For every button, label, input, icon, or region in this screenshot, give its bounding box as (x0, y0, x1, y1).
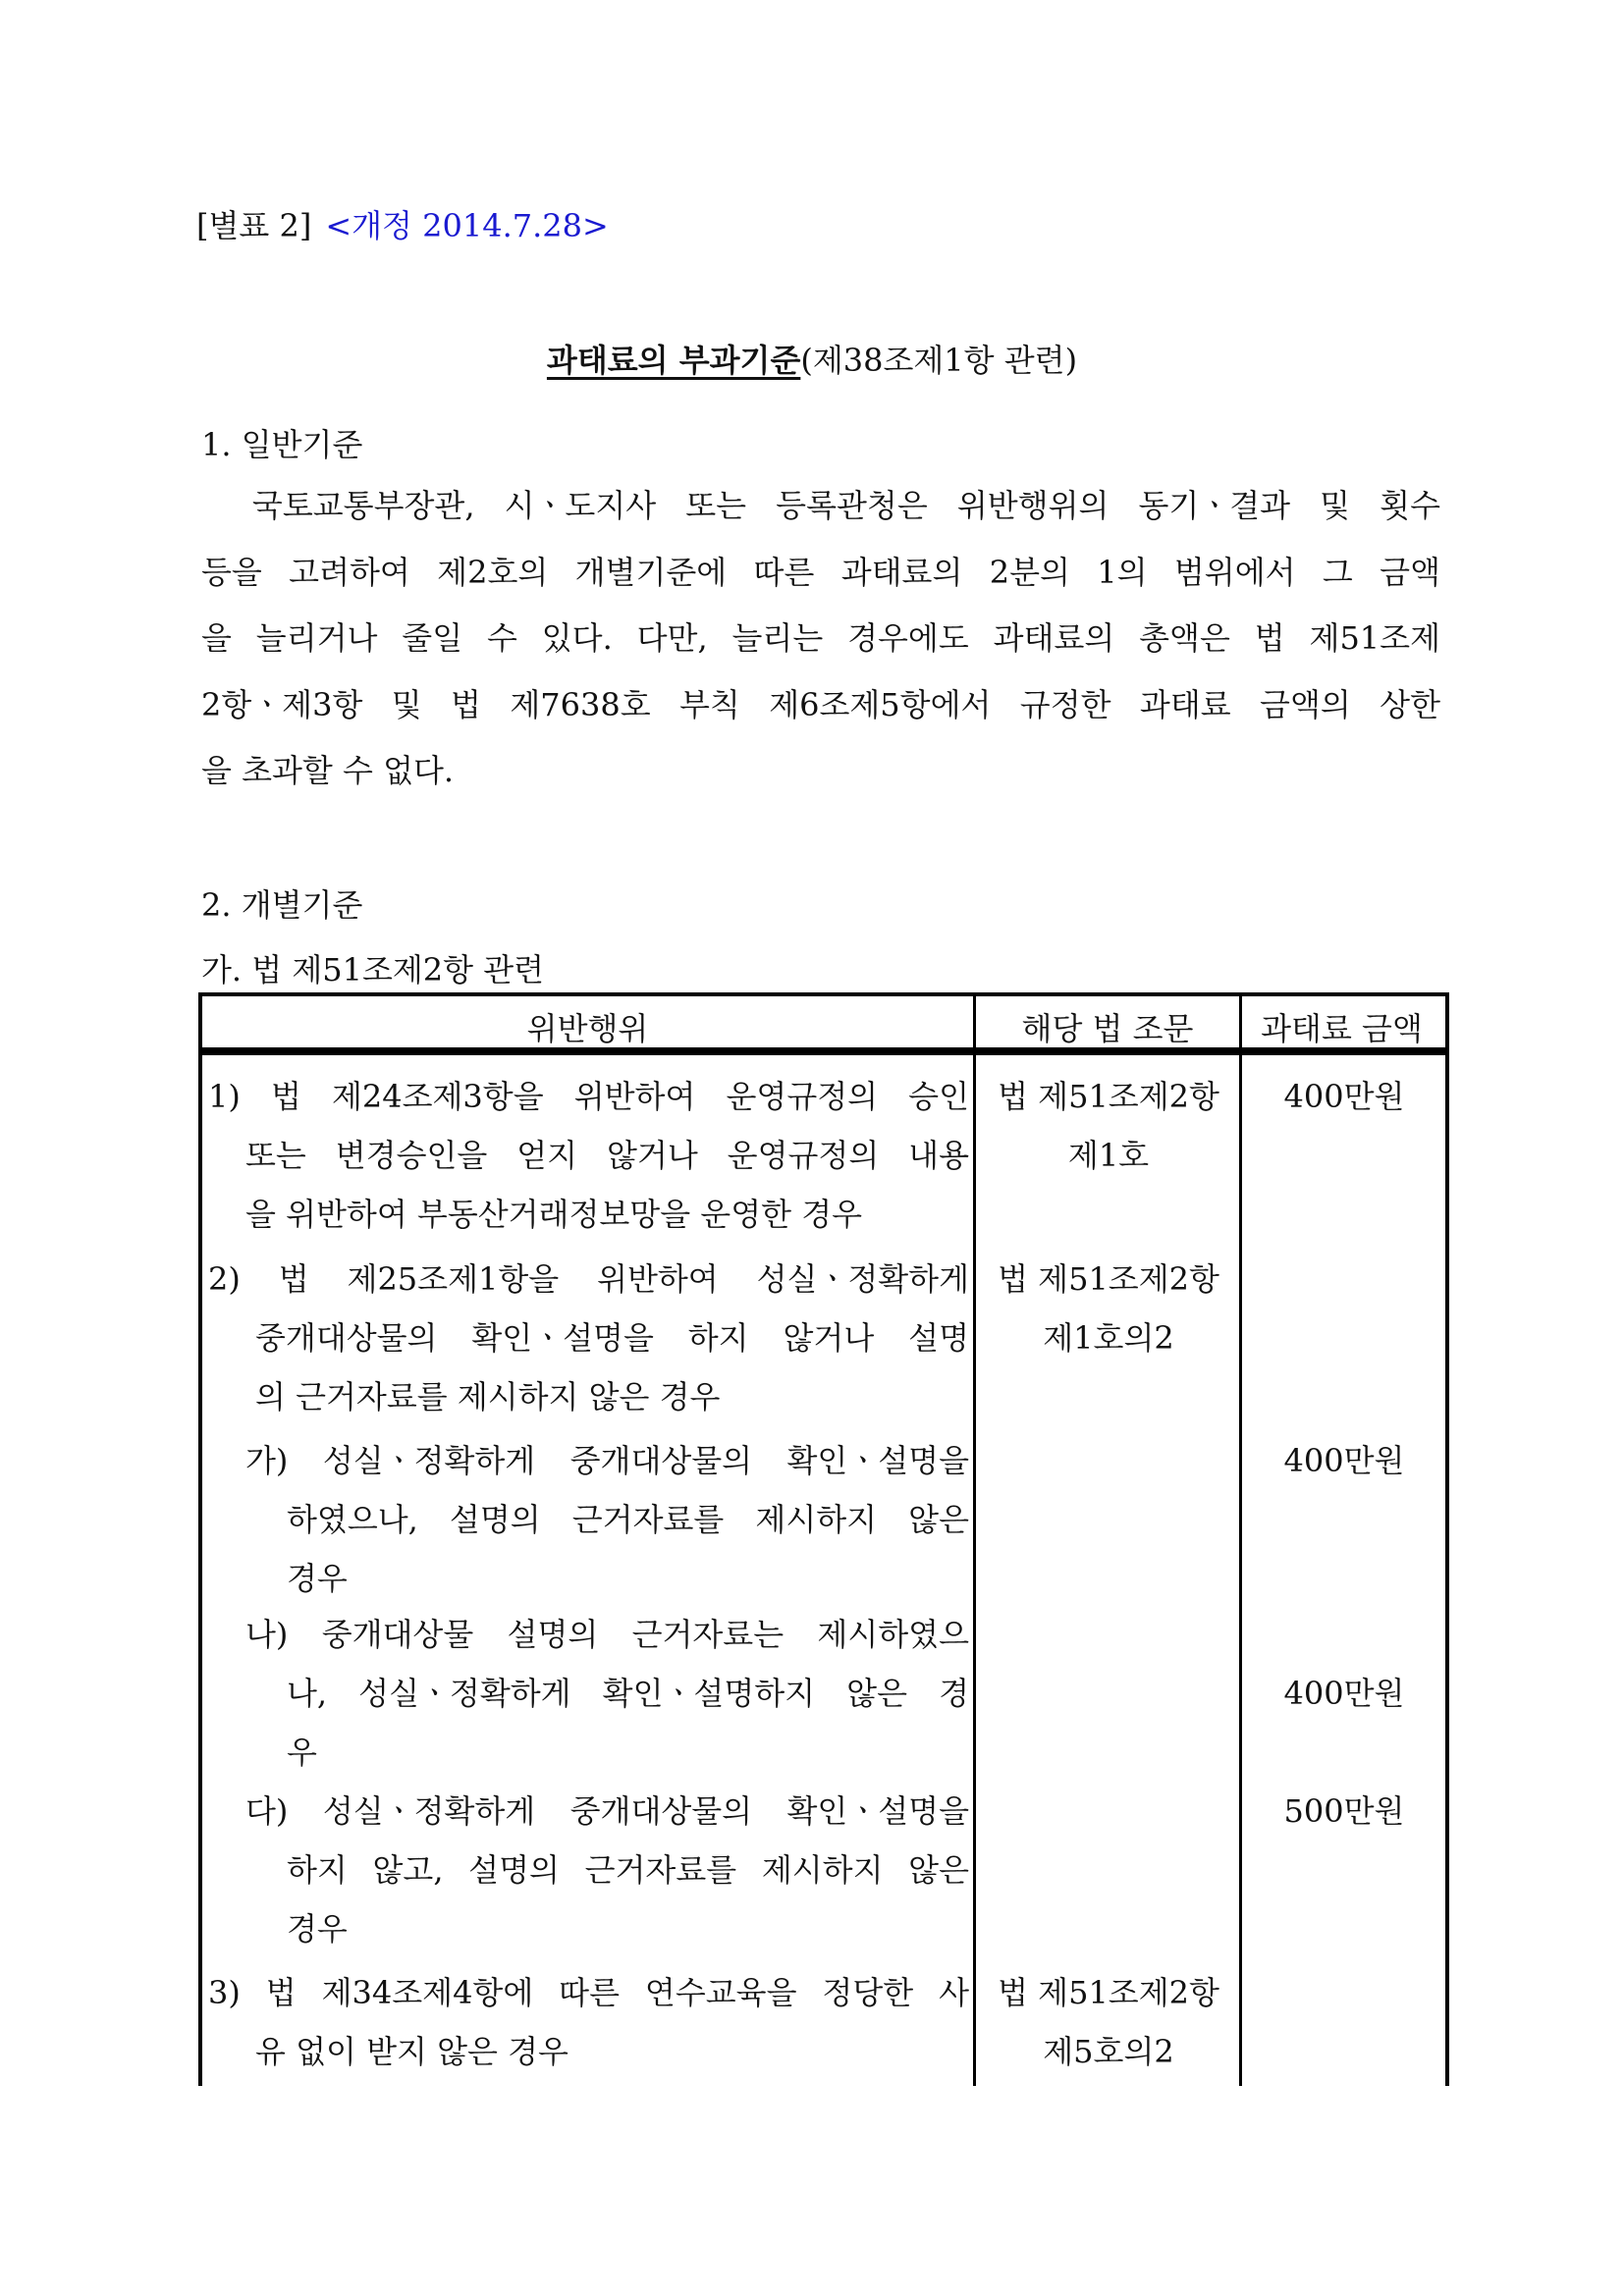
section2-heading: 2. 개별기준 (201, 886, 363, 924)
appendix-label: [별표 2] (196, 207, 312, 244)
violation-line: 중개대상물의 확인ㆍ설명을 하지 않거나 설명 (255, 1319, 969, 1357)
violation-line: 우 (287, 1734, 317, 1771)
law-line: 법 제51조제2항 (998, 1974, 1219, 2011)
table-row-violation (208, 1605, 969, 1782)
paragraph-line: 을 초과할 수 없다. (201, 752, 455, 789)
section1-heading: 1. 일반기준 (201, 426, 363, 463)
table-row-violation (208, 1431, 969, 1608)
table-row-law (978, 1067, 1239, 1185)
violation-line: 나) 중개대상물 설명의 근거자료는 제시하였으 (245, 1616, 969, 1653)
violation-line: 또는 변경승인을 얻지 않거나 운영규정의 내용 (245, 1137, 969, 1174)
law-line (978, 1605, 1239, 1664)
law-line: 제1호의2 (1043, 1319, 1174, 1357)
paragraph-line: 국토교통부장관, 시ㆍ도지사 또는 등록관청은 위반행위의 동기ㆍ결과 및 횟수 (201, 487, 1440, 524)
penalty-table (198, 992, 1449, 2086)
law-line (978, 1490, 1239, 1549)
violation-line: 다) 성실ㆍ정확하게 중개대상물의 확인ㆍ설명을 (245, 1792, 969, 1830)
column-divider (973, 996, 976, 2086)
table-row-law (978, 1431, 1239, 1549)
violation-line: 3) 법 제34조제4항에 따른 연수교육을 정당한 사 (208, 1974, 969, 2011)
table-row-amount: 400만원 (1283, 1442, 1405, 1479)
header-violation: 위반행위 (526, 1010, 649, 1047)
appendix-header (196, 201, 609, 246)
violation-line: 나, 성실ㆍ정확하게 확인ㆍ설명하지 않은 경 (287, 1675, 969, 1712)
table-row-violation (208, 1067, 969, 1244)
violation-line: 가) 성실ㆍ정확하게 중개대상물의 확인ㆍ설명을 (245, 1442, 969, 1479)
revision-note: <개정 2014.7.28> (325, 207, 609, 244)
table-row-violation (208, 1782, 969, 1958)
table-row-violation (208, 1963, 969, 2081)
violation-line: 경우 (287, 1910, 348, 1948)
violation-line: 2) 법 제25조제1항을 위반하여 성실ㆍ정확하게 (208, 1260, 969, 1298)
section2-subheading: 가. 법 제51조제2항 관련 (201, 951, 545, 988)
table-row-amount: 500만원 (1283, 1792, 1405, 1830)
violation-line: 하였으나, 설명의 근거자료를 제시하지 않은 (287, 1501, 969, 1538)
paragraph-line: 을 늘리거나 줄일 수 있다. 다만, 늘리는 경우에도 과태료의 총액은 법 제51조제 (201, 619, 1440, 657)
law-line (978, 1431, 1239, 1490)
law-line (978, 1841, 1239, 1899)
violation-line: 1) 법 제24조제3항을 위반하여 운영규정의 승인 (208, 1078, 969, 1115)
table-row-law (978, 1963, 1239, 2081)
table-row-law (978, 1250, 1239, 1367)
page-title (0, 336, 1624, 381)
column-divider (1239, 996, 1242, 2086)
table-row-violation (208, 1250, 969, 1426)
header-amount: 과태료 금액 (1261, 1010, 1423, 1047)
law-line (978, 1664, 1239, 1723)
title-sub: (제38조제1항 관련) (800, 342, 1078, 379)
violation-line: 경우 (287, 1560, 348, 1597)
paragraph-line: 등을 고려하여 제2호의 개별기준에 따른 과태료의 2분의 1의 범위에서 그 금액 (201, 553, 1440, 591)
header-law: 해당 법 조문 (1021, 1010, 1194, 1047)
table-row-amount: 400만원 (1283, 1675, 1405, 1712)
table-row-amount: 400만원 (1283, 1078, 1405, 1115)
title-main: 과태료의 부과기준 (546, 342, 801, 379)
law-line: 법 제51조제2항 (998, 1078, 1219, 1115)
law-line: 제1호 (1067, 1137, 1150, 1174)
law-line (978, 1782, 1239, 1841)
table-row-law (978, 1605, 1239, 1723)
table-row-law (978, 1782, 1239, 1899)
section1-paragraph (201, 473, 1440, 805)
violation-line: 의 근거자료를 제시하지 않은 경우 (255, 1378, 721, 1415)
violation-line: 을 위반하여 부동산거래정보망을 운영한 경우 (245, 1196, 863, 1233)
law-line: 법 제51조제2항 (998, 1260, 1219, 1298)
law-line: 제5호의2 (1043, 2033, 1174, 2070)
violation-line: 유 없이 받지 않은 경우 (255, 2033, 568, 2070)
paragraph-line: 2항ㆍ제3항 및 법 제7638호 부칙 제6조제5항에서 규정한 과태료 금액의 상한 (201, 685, 1440, 723)
violation-line: 하지 않고, 설명의 근거자료를 제시하지 않은 (287, 1851, 969, 1889)
